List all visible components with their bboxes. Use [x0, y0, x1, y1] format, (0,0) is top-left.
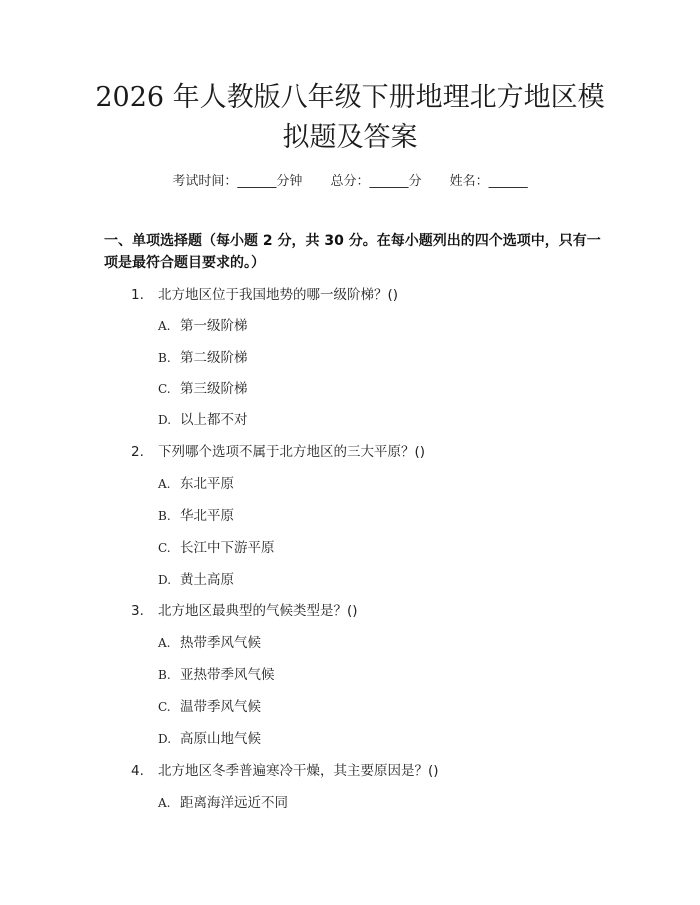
option-text: 亚热带季风气候	[180, 667, 275, 683]
question-text: 下列哪个选项不属于北方地区的三大平原？()	[158, 444, 426, 460]
total-score: 总分：______分	[330, 174, 422, 189]
option-text: 第二级阶梯	[180, 350, 248, 366]
document-title: 2026 年人教版八年级下册地理北方地区模拟题及答案	[95, 82, 605, 153]
exam-time: 考试时间：______分钟	[172, 174, 303, 189]
option-2d	[158, 568, 234, 588]
option-letter: C.	[158, 700, 171, 714]
question-number: 3.	[131, 603, 144, 619]
question-text: 北方地区位于我国地势的哪一级阶梯？()	[158, 287, 399, 303]
question-number: 4.	[131, 763, 144, 779]
option-3b	[158, 663, 275, 683]
question-number: 2.	[131, 444, 144, 460]
question-number: 1.	[131, 287, 144, 303]
option-letter: C.	[158, 541, 171, 555]
option-1b	[158, 346, 248, 366]
option-letter: D.	[158, 732, 172, 746]
option-letter: A.	[158, 636, 171, 650]
option-2b	[158, 504, 234, 524]
option-2c	[158, 536, 275, 556]
option-letter: A.	[158, 796, 171, 810]
option-text: 东北平原	[180, 476, 234, 492]
option-letter: A.	[158, 477, 171, 491]
option-letter: C.	[158, 382, 171, 396]
option-text: 黄土高原	[180, 572, 234, 588]
option-letter: D.	[158, 413, 172, 427]
question-text: 北方地区最典型的气候类型是？()	[158, 603, 358, 619]
student-name: 姓名：______	[449, 174, 528, 189]
option-4a	[158, 791, 288, 811]
option-letter: B.	[158, 351, 171, 365]
section-header: 一、单项选择题（每小题 2 分，共 30 分。在每小题列出的四个选项中，只有一项是最符合题目要求的。）	[104, 233, 601, 271]
option-text: 热带季风气候	[180, 635, 261, 651]
option-letter: D.	[158, 573, 172, 587]
option-text: 第一级阶梯	[180, 318, 248, 334]
option-1a	[158, 314, 248, 334]
option-3a	[158, 631, 261, 651]
option-text: 距离海洋远近不同	[180, 795, 288, 811]
option-letter: B.	[158, 509, 171, 523]
question-2	[131, 440, 425, 460]
option-letter: A.	[158, 319, 171, 333]
question-3	[131, 599, 358, 619]
option-1c	[158, 377, 248, 397]
option-1d	[158, 408, 248, 428]
option-letter: B.	[158, 668, 171, 682]
option-text: 华北平原	[180, 508, 234, 524]
question-1	[131, 283, 398, 303]
option-2a	[158, 472, 234, 492]
question-text: 北方地区冬季普遍寒冷干燥，其主要原因是？()	[158, 763, 439, 779]
question-4	[131, 759, 439, 779]
exam-meta	[0, 170, 700, 189]
option-text: 长江中下游平原	[180, 540, 275, 556]
option-3c	[158, 695, 261, 715]
option-text: 第三级阶梯	[180, 381, 248, 397]
option-text: 以上都不对	[180, 412, 248, 428]
option-3d	[158, 727, 261, 747]
option-text: 高原山地气候	[180, 731, 261, 747]
option-text: 温带季风气候	[180, 699, 261, 715]
